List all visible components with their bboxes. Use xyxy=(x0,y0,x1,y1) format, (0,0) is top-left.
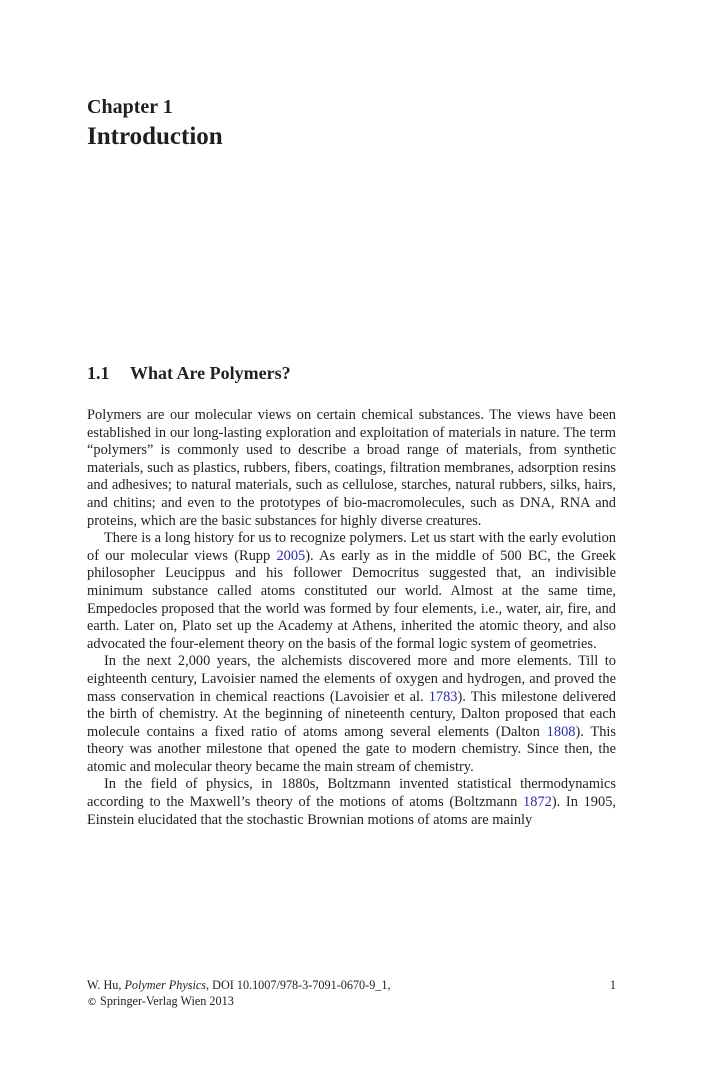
copyright-symbol: © xyxy=(87,997,97,1008)
paragraph-text: Polymers are our molecular views on certain chemical substances. The views have been established in our long-lasting exploration and exploitation of materials in nature. The term “polymers” is commonly used to describe a broad range of materials, from synthetic materials, such as plastics, rubbers, fibers, coatings, filtration membranes, adsorption resins and adhesives; to natural materials, such as cellulose, starches, natural rubbers, silks, hairs, and chitins; and even to the prototypes of bio-macromolecules, such as DNA, RNA and proteins, which are the basic substances for highly diverse creatures. xyxy=(87,407,616,529)
body-paragraph xyxy=(87,407,616,530)
footer-book-title: Polymer Physics xyxy=(124,978,207,992)
section-heading xyxy=(87,361,291,385)
body-paragraph xyxy=(87,530,616,653)
body-paragraph xyxy=(87,653,616,776)
footer-author: W. Hu, xyxy=(87,978,125,992)
footer-publisher: Springer-Verlag Wien 2013 xyxy=(97,994,234,1008)
paragraph-text: ). This milestone delivered the birth of chemistry. At the beginning of nineteenth century, Dalton proposed that each molecule contains a fixed ratio of atoms among several elements (Dalton xyxy=(87,688,616,740)
body-text xyxy=(87,407,616,829)
page-footer xyxy=(87,977,616,1011)
paragraph-text: In the next 2,000 years, the alchemists discovered more and more elements. Till to eighteenth century, Lavoisier named the elements of oxygen and hydrogen, and proved the mass conservation in chemical reactions (Lavoisier et al. xyxy=(87,653,616,705)
citation-link[interactable]: 1783 xyxy=(428,688,458,705)
paragraph-text: ). In 1905, Einstein elucidated that the stochastic Brownian motions of atoms are mainly xyxy=(87,794,616,828)
paragraph-text: There is a long history for us to recognize polymers. Let us start with the early evolution of our molecular views (Rupp xyxy=(87,530,616,564)
footer-copyright-line xyxy=(87,993,616,1011)
chapter-title: Introduction xyxy=(87,123,223,150)
paragraph-text: In the field of physics, in 1880s, Boltzmann invented statistical thermodynamics according to the Maxwell’s theory of the motions of atoms (Boltzmann xyxy=(87,776,616,811)
citation-link[interactable]: 1808 xyxy=(546,723,576,740)
citation-link[interactable]: 2005 xyxy=(276,547,306,564)
section-title: What Are Polymers? xyxy=(130,363,291,383)
footer-doi: , DOI 10.1007/978-3-7091-0670-9_1, xyxy=(206,978,391,992)
paragraph-text: ). As early as in the middle of 500 BC, the Greek philosopher Leucippus and his follower Democritus suggested that, an indivisible minimum substance called atoms constituted our world. Almost at the same time, Empedocles proposed that the world was formed by four elements, i.e., water, air, fire, and earth. Later on, Plato set up the Academy at Athens, inherited the atomic theory, and also advocated the four-element theory on the basis of the formal logic system of geometries. xyxy=(87,547,616,652)
paragraph-text: ). This theory was another milestone that opened the gate to modern chemistry. Since then, the atomic and molecular theory became the main stream of chemistry. xyxy=(87,723,617,775)
citation-link[interactable]: 1872 xyxy=(523,794,552,811)
chapter-label: Chapter 1 xyxy=(87,96,173,118)
section-number: 1.1 xyxy=(87,363,110,383)
page-number: 1 xyxy=(609,978,616,992)
footer-citation-line xyxy=(87,977,616,993)
body-paragraph xyxy=(87,776,616,829)
